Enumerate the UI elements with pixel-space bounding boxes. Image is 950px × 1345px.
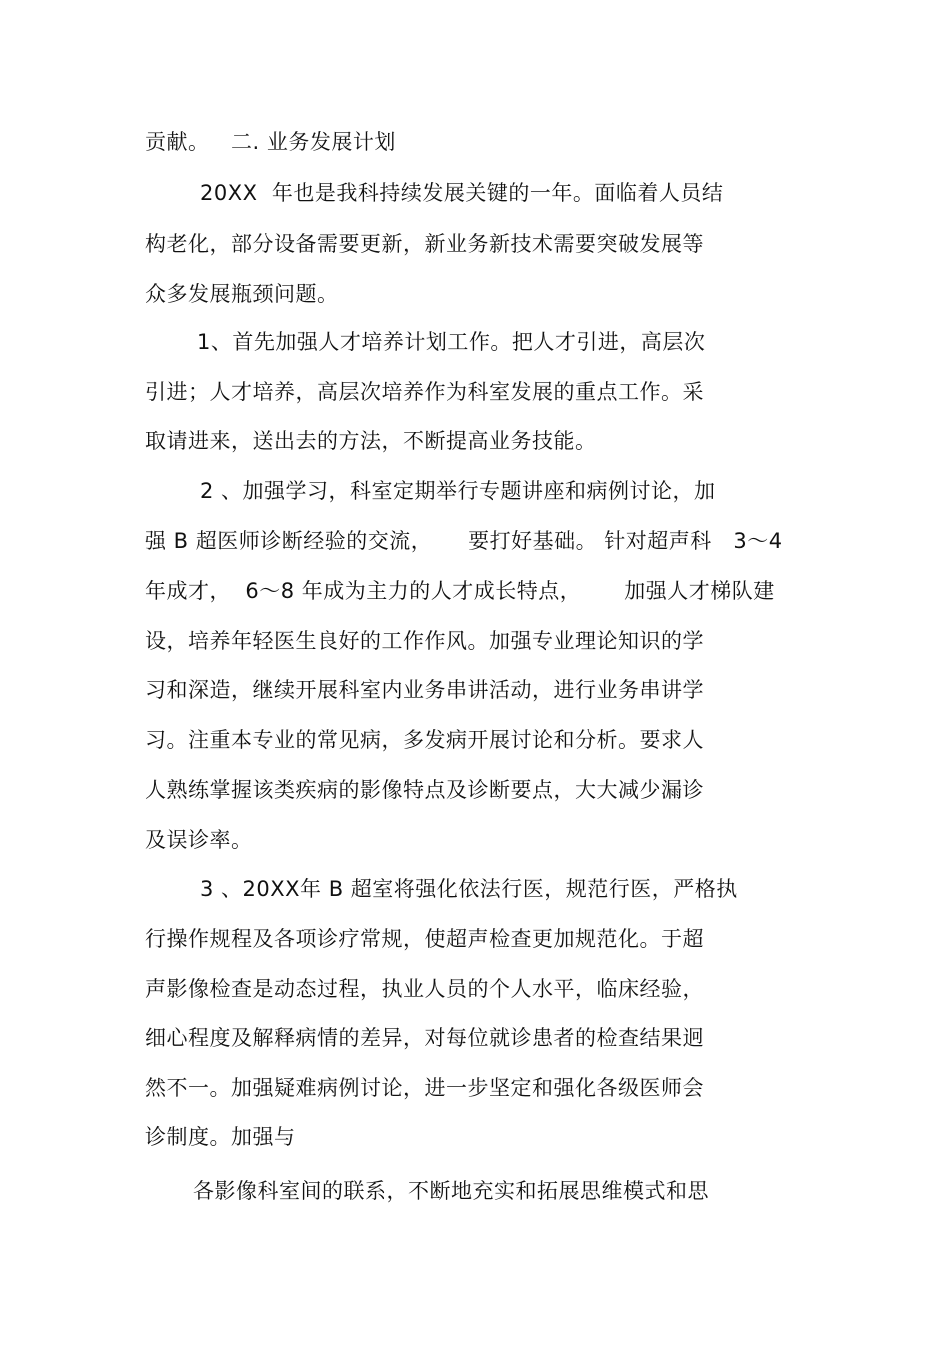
paragraph-line: 各影像科室间的联系，不断地充实和拓展思维模式和思 bbox=[193, 1179, 709, 1203]
paragraph-line: 强 B 超医师诊断经验的交流， 要打好基础。 针对超声科 3～4 bbox=[145, 529, 783, 553]
paragraph-line: 习。注重本专业的常见病，多发病开展讨论和分析。要求人 bbox=[145, 728, 704, 752]
paragraph-line: 20XX 年也是我科持续发展关键的一年。面临着人员结 bbox=[200, 181, 724, 205]
paragraph-line: 习和深造，继续开展科室内业务串讲活动，进行业务串讲学 bbox=[145, 678, 704, 702]
paragraph-line: 取请进来，送出去的方法，不断提高业务技能。 bbox=[145, 429, 597, 453]
paragraph-line: 人熟练掌握该类疾病的影像特点及诊断要点，大大减少漏诊 bbox=[145, 778, 704, 802]
paragraph-line: 构老化，部分设备需要更新，新业务新技术需要突破发展等 bbox=[145, 232, 704, 256]
paragraph-line: 引进；人才培养，高层次培养作为科室发展的重点工作。采 bbox=[145, 380, 704, 404]
paragraph-line: 年成才， 6～8 年成为主力的人才成长特点， 加强人才梯队建 bbox=[145, 579, 775, 603]
paragraph-line: 细心程度及解释病情的差异，对每位就诊患者的检查结果迥 bbox=[145, 1026, 704, 1050]
paragraph-line: 然不一。加强疑难病例讨论，进一步坚定和强化各级医师会 bbox=[145, 1076, 704, 1100]
paragraph-line: 3 、20XX年 B 超室将强化依法行医，规范行医，严格执 bbox=[200, 877, 738, 901]
section-heading-line: 贡献。 二. 业务发展计划 bbox=[145, 130, 396, 154]
paragraph-line: 及误诊率。 bbox=[145, 828, 253, 852]
paragraph-line: 诊制度。加强与 bbox=[145, 1125, 296, 1149]
paragraph-line: 声影像检查是动态过程，执业人员的个人水平，临床经验， bbox=[145, 977, 704, 1001]
paragraph-line: 行操作规程及各项诊疗常规，使超声检查更加规范化。于超 bbox=[145, 927, 704, 951]
paragraph-line: 设，培养年轻医生良好的工作作风。加强专业理论知识的学 bbox=[145, 629, 704, 653]
paragraph-line: 1、首先加强人才培养计划工作。把人才引进，高层次 bbox=[197, 330, 706, 354]
paragraph-line: 2 、加强学习，科室定期举行专题讲座和病例讨论，加 bbox=[200, 479, 716, 503]
paragraph-line: 众多发展瓶颈问题。 bbox=[145, 282, 339, 306]
